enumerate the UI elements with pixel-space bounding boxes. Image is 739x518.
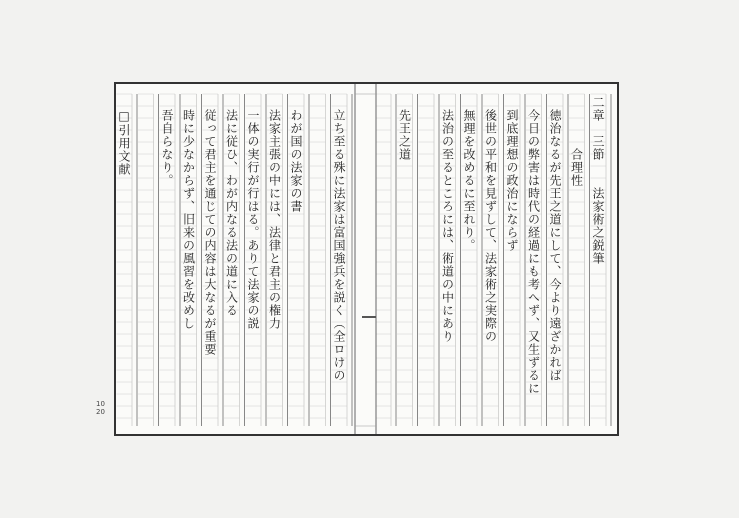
manuscript-column: 合理性 <box>569 96 584 187</box>
manuscript-column: 到底理想の政治にならず <box>505 96 519 252</box>
manuscript-column: 先王之道 <box>397 96 412 161</box>
manuscript-column: 今日の弊害は時代の経過にも考へず、又生ずるに <box>526 96 541 395</box>
manuscript-column: 徳治なるが先王之道にして、今より遠ざかれば <box>548 96 562 382</box>
manuscript-column: 一体の実行が行はる。ありて法家の説 <box>246 96 260 330</box>
manuscript-column: 法に従ひ、わが内なる法の道に入る <box>224 96 239 317</box>
manuscript-column: 吾自らなり。 <box>160 96 174 187</box>
manuscript-column: 二章 三節 法家術之鋭筆 <box>591 96 605 265</box>
side-note: 10 20 <box>96 400 105 416</box>
manuscript-column: □引用文献 <box>117 96 131 176</box>
manuscript-column: 時に少なからず、旧来の風習を改めし <box>181 96 196 330</box>
manuscript-column: 法家主張の中には、法律と君主の権力 <box>267 96 282 330</box>
manuscript-column: 立ち至る殊に法家は富国強兵を説く（全ロけの <box>332 96 346 382</box>
manuscript-column: 法治の至るところには、術道の中にあり <box>440 96 455 343</box>
manuscript-column: 従って君主を通じての内容は大なるが重要 <box>203 96 217 356</box>
manuscript-sheet <box>114 82 619 436</box>
manuscript-column: わが国の法家の書 <box>289 96 303 213</box>
manuscript-column: 後世の平和を見ずして、法家術之実際の <box>483 96 498 343</box>
gutter-mark <box>362 316 376 318</box>
manuscript-column: 無理を改めるに至れり。 <box>462 96 476 252</box>
